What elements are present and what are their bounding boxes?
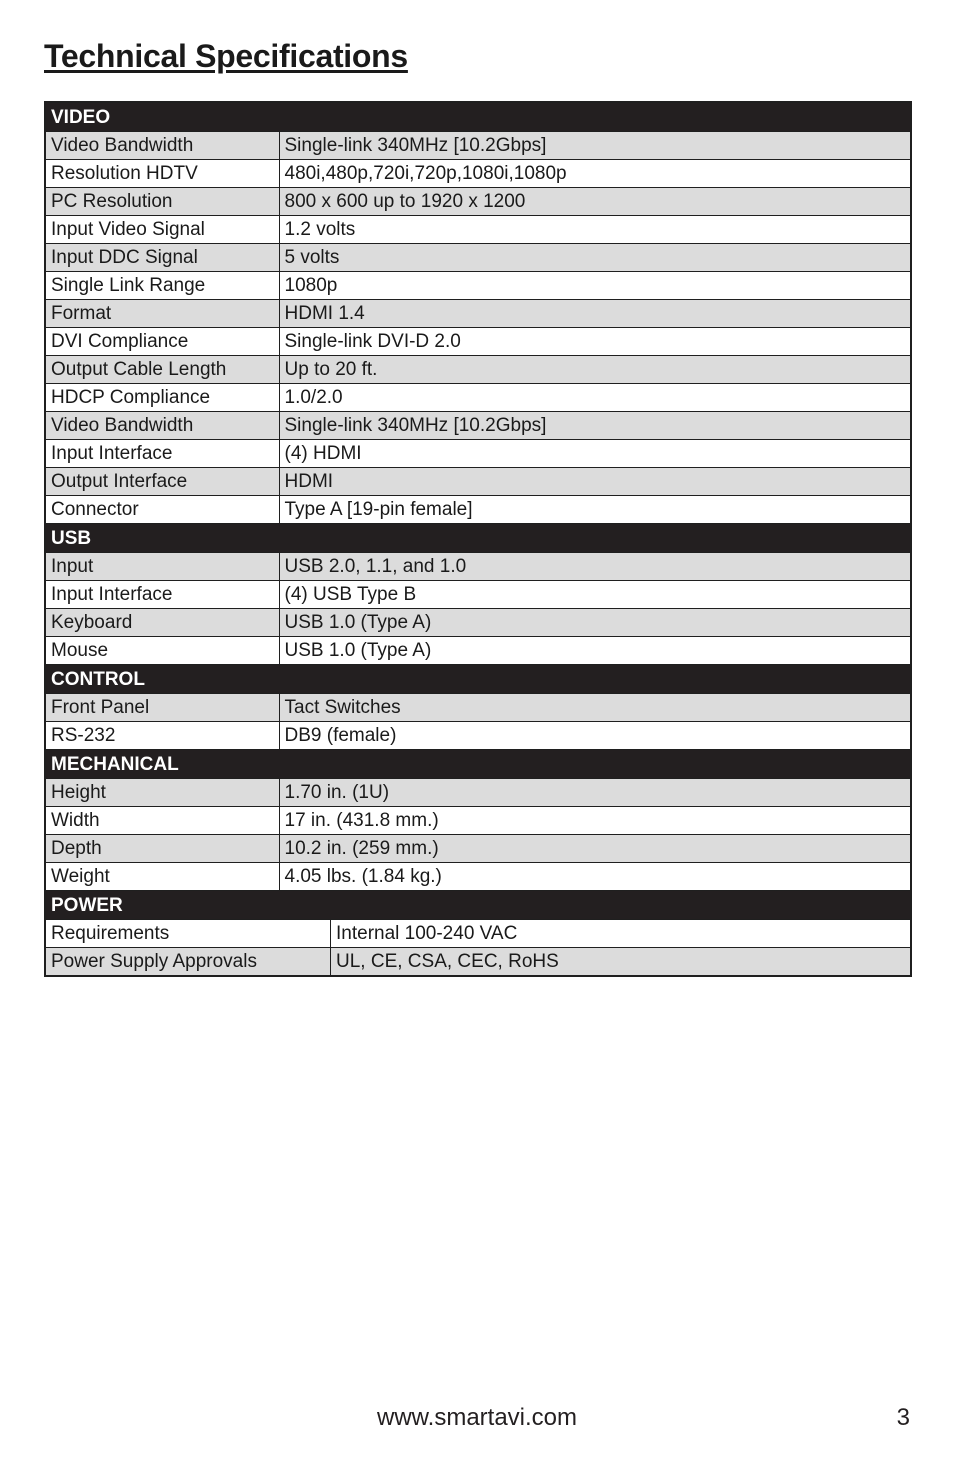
spec-label: Requirements xyxy=(45,920,279,948)
spec-label: Input Interface xyxy=(45,440,279,468)
spec-row xyxy=(45,863,911,891)
spec-value: HDMI xyxy=(279,468,911,496)
spec-label: Weight xyxy=(45,863,279,891)
spec-value xyxy=(279,948,911,977)
spec-label: Depth xyxy=(45,835,279,863)
spec-row xyxy=(45,440,911,468)
spec-value: HDMI 1.4 xyxy=(279,300,911,328)
spec-value: Tact Switches xyxy=(279,694,911,722)
spec-value: 5 volts xyxy=(279,244,911,272)
section-title: POWER xyxy=(45,891,911,920)
spec-value: USB 2.0, 1.1, and 1.0 xyxy=(279,553,911,581)
spec-value: (4) USB Type B xyxy=(279,581,911,609)
spec-label: Connector xyxy=(45,496,279,524)
section-title: USB xyxy=(45,524,911,553)
section-title: MECHANICAL xyxy=(45,750,911,779)
spec-value: 1.0/2.0 xyxy=(279,384,911,412)
spec-label: Format xyxy=(45,300,279,328)
spec-value-text: UL, CE, CSA, CEC, RoHS xyxy=(336,951,559,972)
column-divider xyxy=(330,920,331,947)
page-number: 3 xyxy=(896,1404,910,1431)
spec-row xyxy=(45,779,911,807)
spec-label: Video Bandwidth xyxy=(45,132,279,160)
spec-row xyxy=(45,300,911,328)
spec-label: PC Resolution xyxy=(45,188,279,216)
spec-row xyxy=(45,132,911,160)
spec-row xyxy=(45,694,911,722)
spec-value: Single-link 340MHz [10.2Gbps] xyxy=(279,132,911,160)
spec-row xyxy=(45,244,911,272)
spec-value: 1080p xyxy=(279,272,911,300)
spec-row xyxy=(45,807,911,835)
spec-label: Input Interface xyxy=(45,581,279,609)
spec-label: Front Panel xyxy=(45,694,279,722)
spec-row xyxy=(45,637,911,665)
spec-label: Power Supply Approvals xyxy=(45,948,279,977)
spec-value: DB9 (female) xyxy=(279,722,911,750)
section-header-power xyxy=(45,891,911,920)
section-title: VIDEO xyxy=(45,102,911,132)
spec-label: Keyboard xyxy=(45,609,279,637)
section-header-mechanical xyxy=(45,750,911,779)
spec-row xyxy=(45,496,911,524)
spec-value-text: Internal 100-240 VAC xyxy=(336,923,518,944)
spec-value: 1.70 in. (1U) xyxy=(279,779,911,807)
spec-value: 4.05 lbs. (1.84 kg.) xyxy=(279,863,911,891)
footer-url[interactable]: www.smartavi.com xyxy=(376,1404,578,1431)
spec-label: Input xyxy=(45,553,279,581)
spec-value: Single-link DVI-D 2.0 xyxy=(279,328,911,356)
spec-row xyxy=(45,948,911,977)
spec-row xyxy=(45,216,911,244)
spec-value: Single-link 340MHz [10.2Gbps] xyxy=(279,412,911,440)
column-divider xyxy=(330,948,331,975)
spec-label: HDCP Compliance xyxy=(45,384,279,412)
spec-label: Height xyxy=(45,779,279,807)
spec-row xyxy=(45,328,911,356)
spec-value: 800 x 600 up to 1920 x 1200 xyxy=(279,188,911,216)
spec-row xyxy=(45,412,911,440)
spec-value: (4) HDMI xyxy=(279,440,911,468)
section-header-video xyxy=(45,102,911,132)
spec-row xyxy=(45,553,911,581)
spec-value: 480i,480p,720i,720p,1080i,1080p xyxy=(279,160,911,188)
spec-value: 10.2 in. (259 mm.) xyxy=(279,835,911,863)
spec-label: Input DDC Signal xyxy=(45,244,279,272)
spec-label: Single Link Range xyxy=(45,272,279,300)
spec-value: 1.2 volts xyxy=(279,216,911,244)
spec-value: USB 1.0 (Type A) xyxy=(279,609,911,637)
spec-label: Output Cable Length xyxy=(45,356,279,384)
spec-row xyxy=(45,835,911,863)
spec-row xyxy=(45,188,911,216)
spec-value: USB 1.0 (Type A) xyxy=(279,637,911,665)
spec-row xyxy=(45,272,911,300)
spec-label: Width xyxy=(45,807,279,835)
spec-row xyxy=(45,920,911,948)
spec-label: Video Bandwidth xyxy=(45,412,279,440)
spec-value: Up to 20 ft. xyxy=(279,356,911,384)
spec-label: DVI Compliance xyxy=(45,328,279,356)
spec-value xyxy=(279,920,911,948)
spec-row xyxy=(45,609,911,637)
spec-row xyxy=(45,722,911,750)
spec-label: Output Interface xyxy=(45,468,279,496)
spec-table xyxy=(44,101,912,977)
section-header-usb xyxy=(45,524,911,553)
spec-row xyxy=(45,384,911,412)
spec-value: 17 in. (431.8 mm.) xyxy=(279,807,911,835)
spec-row xyxy=(45,160,911,188)
spec-label: Mouse xyxy=(45,637,279,665)
page-title: Technical Specifications xyxy=(44,38,408,74)
spec-label: Resolution HDTV xyxy=(45,160,279,188)
spec-value: Type A [19-pin female] xyxy=(279,496,911,524)
spec-row xyxy=(45,581,911,609)
spec-row xyxy=(45,356,911,384)
section-title: CONTROL xyxy=(45,665,911,694)
spec-row xyxy=(45,468,911,496)
section-header-control xyxy=(45,665,911,694)
spec-table-body xyxy=(45,102,911,976)
spec-label: Input Video Signal xyxy=(45,216,279,244)
spec-label: RS-232 xyxy=(45,722,279,750)
